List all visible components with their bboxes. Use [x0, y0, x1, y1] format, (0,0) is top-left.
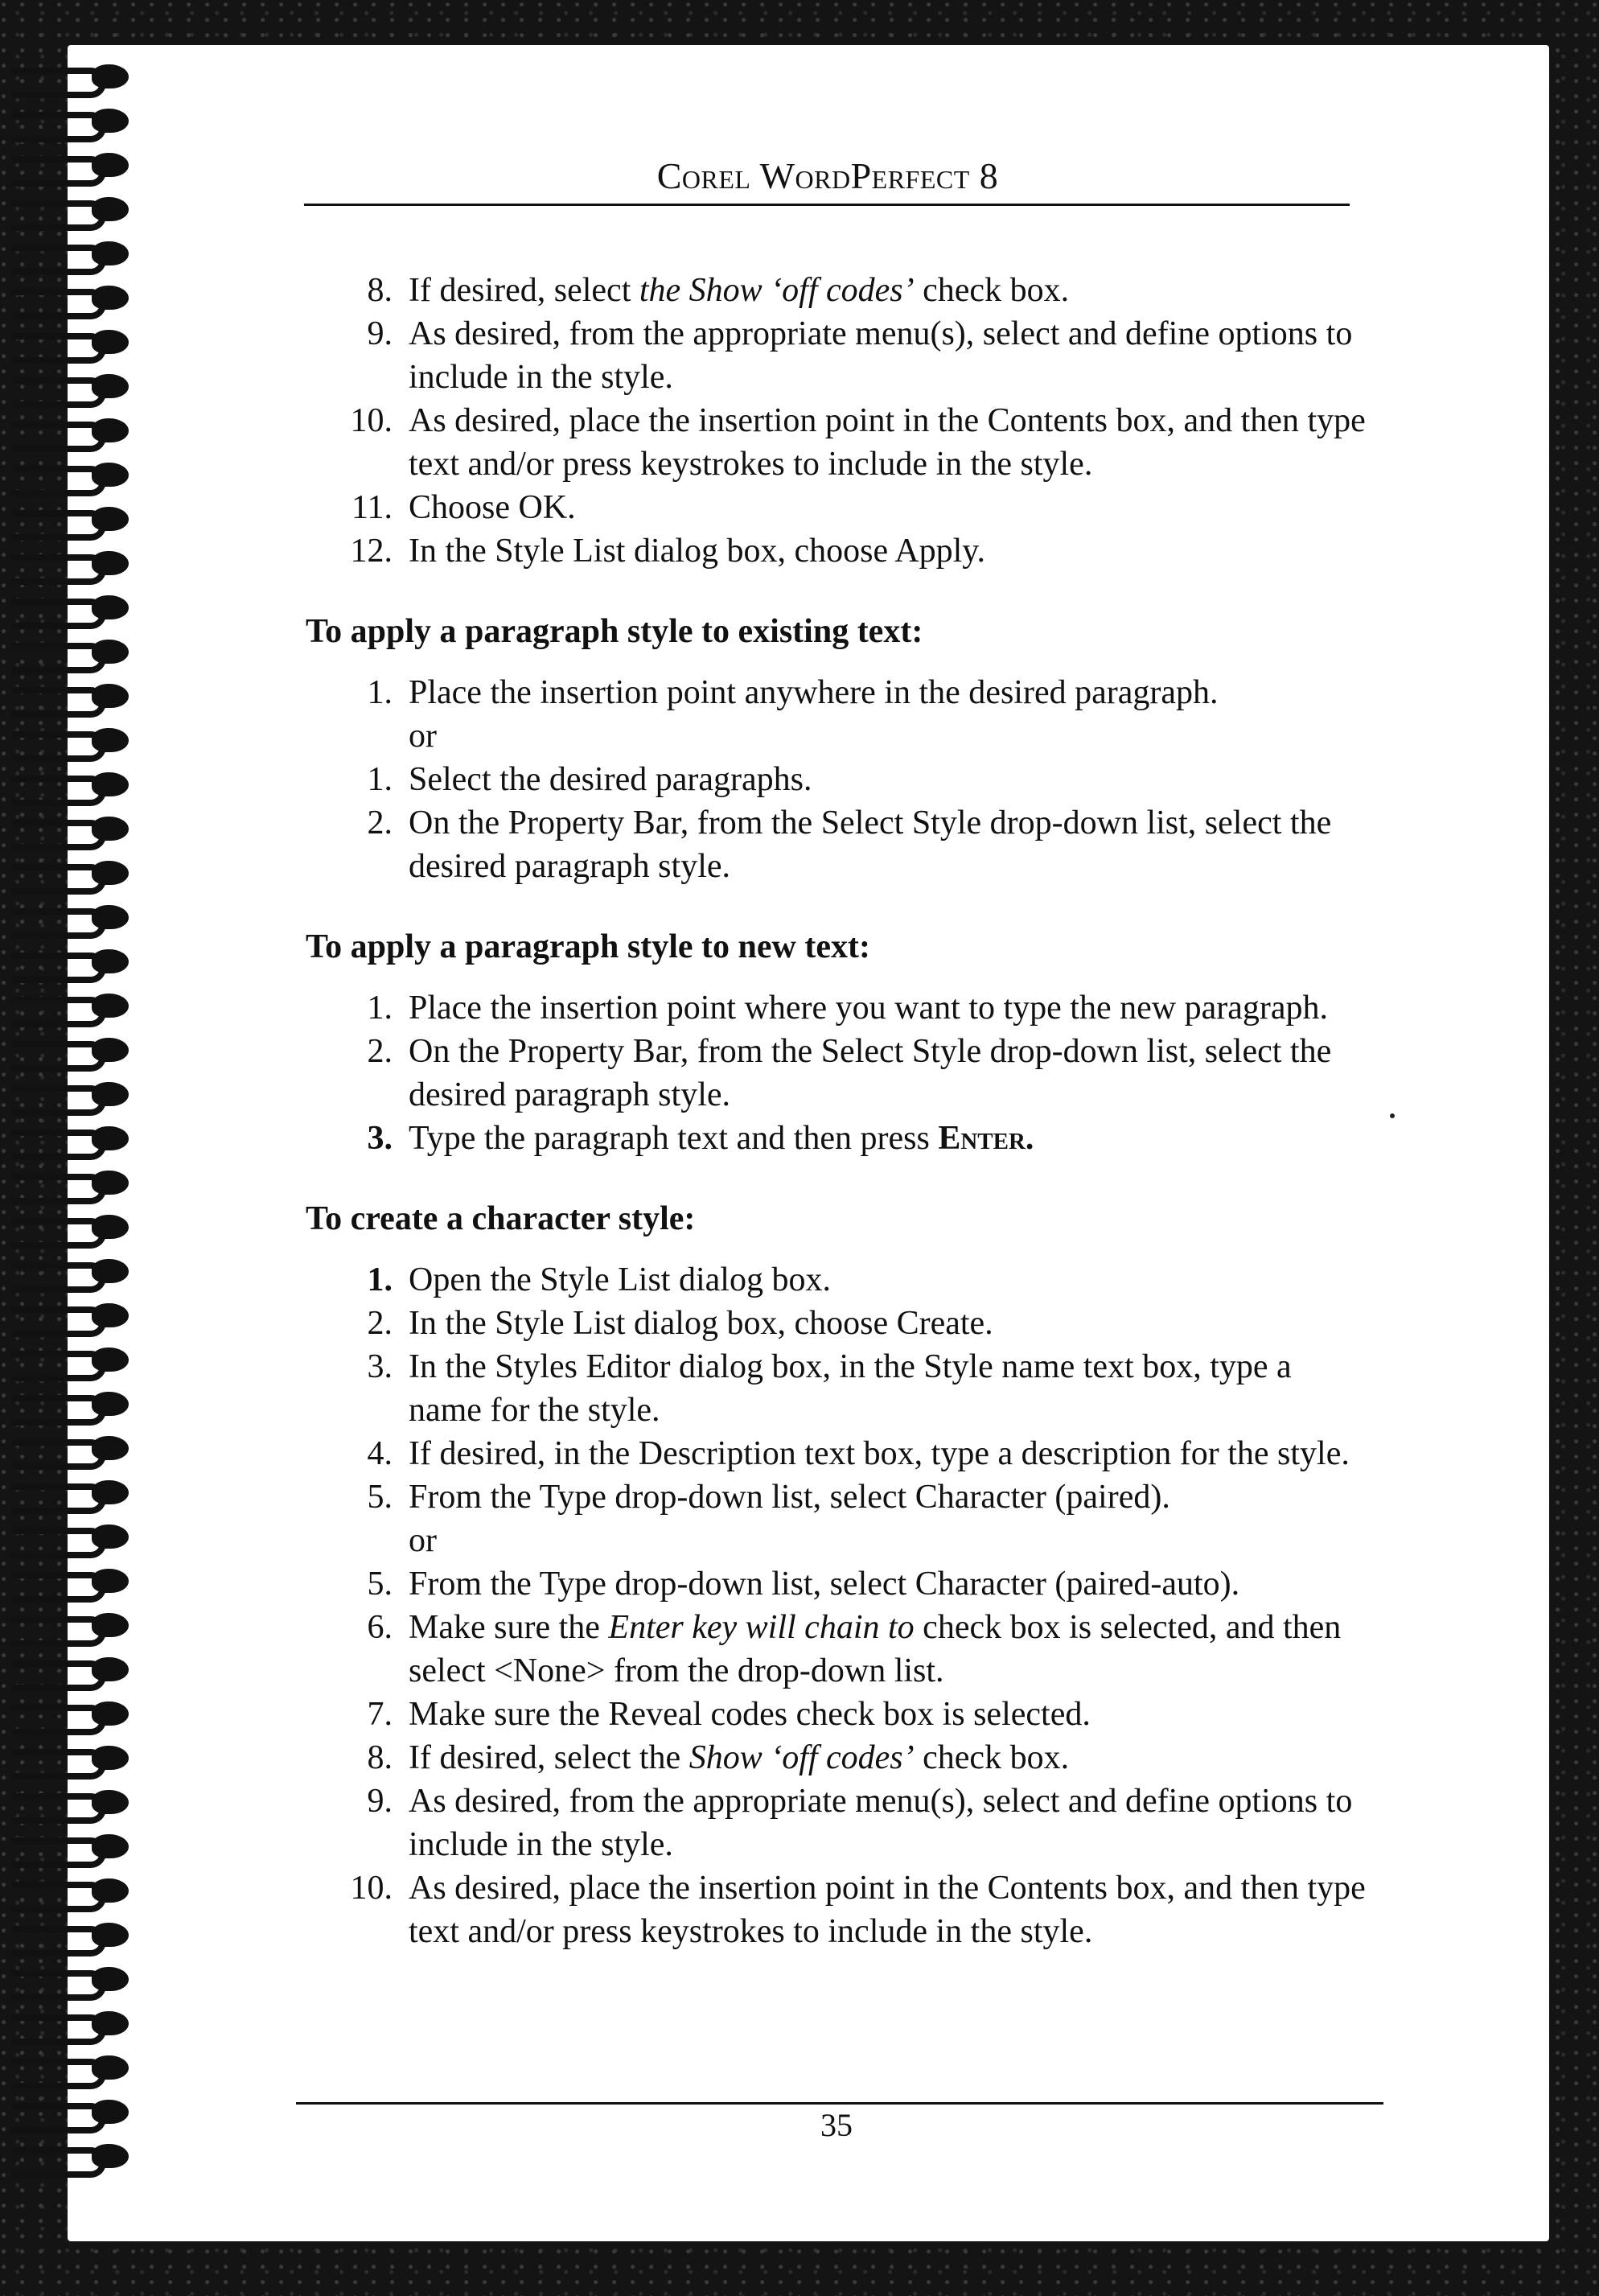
spiral-coil [11, 1613, 132, 1640]
list-item [306, 1475, 1367, 1519]
step-number: 3. [367, 1348, 393, 1385]
coil-loop [92, 551, 129, 575]
step-text [409, 1261, 831, 1298]
list-item [306, 671, 1367, 714]
spiral-coil [11, 1038, 132, 1065]
list-item [306, 1606, 1367, 1693]
step-number: 2. [367, 804, 393, 841]
step-text [409, 1566, 1239, 1603]
coil-loop [92, 2100, 129, 2124]
spiral-coil [11, 595, 132, 623]
coil-loop [92, 374, 129, 398]
text-run: As desired, place the insertion point in the Contents box, and then type text and/or press keystrokes to include in the style. [409, 1870, 1366, 1950]
step-number: 1. [367, 1261, 393, 1298]
page-header-title: Corel WordPerfect 8 [656, 155, 999, 196]
coil-loop [92, 1790, 129, 1814]
coil-loop [92, 1082, 129, 1106]
spiral-coil [11, 949, 132, 977]
spiral-coil [11, 1878, 132, 1906]
footer-rule [296, 2102, 1383, 2105]
coil-loop [92, 595, 129, 619]
spiral-coil [11, 861, 132, 888]
coil-loop [92, 2055, 129, 2080]
coil-loop [92, 1480, 129, 1504]
procedure-section [306, 925, 1367, 1160]
spiral-coil [11, 817, 132, 844]
spiral-coil [11, 1790, 132, 1817]
step-number: 7. [367, 1696, 393, 1733]
list-item [306, 312, 1367, 399]
coil-loop [92, 1878, 129, 1903]
step-text [409, 1783, 1352, 1863]
list-item [306, 1030, 1367, 1117]
scan-speck [1390, 1113, 1395, 1118]
step-number: 8. [367, 272, 393, 309]
coil-loop [92, 1259, 129, 1283]
text-run: If desired, select [409, 272, 639, 309]
step-number: 12. [350, 533, 393, 570]
spiral-coil [11, 1436, 132, 1463]
coil-loop [92, 817, 129, 841]
coil-loop [92, 1303, 129, 1327]
text-run: Choose OK. [409, 489, 576, 526]
coil-loop [92, 1215, 129, 1239]
coil-loop [92, 1746, 129, 1770]
spiral-coil [11, 1834, 132, 1862]
spiral-coil [11, 64, 132, 92]
list-item [306, 1736, 1367, 1780]
coil-loop [92, 1126, 129, 1150]
step-text [409, 1348, 1292, 1429]
text-run: As desired, place the insertion point in the Contents box, and then type text and/or press keystrokes to include in the style. [409, 402, 1366, 483]
step-text [409, 1435, 1350, 1472]
text-run: As desired, from the appropriate menu(s), select and define options to include in the style. [409, 315, 1353, 396]
key-name: Enter. [938, 1120, 1034, 1157]
text-run: Place the insertion point anywhere in the desired paragraph. [409, 674, 1219, 711]
spiral-coil [11, 640, 132, 667]
step-number: 8. [367, 1739, 393, 1776]
list-item [306, 269, 1367, 312]
spiral-coil [11, 1303, 132, 1331]
coil-loop [92, 241, 129, 265]
text-run: On the Property Bar, from the Select Style drop-down list, select the desired paragraph style. [409, 1033, 1332, 1113]
step-number: 4. [367, 1435, 393, 1472]
or-separator: or [409, 718, 437, 755]
spiral-coil [11, 1967, 132, 1994]
step-text [409, 990, 1328, 1027]
spiral-coil [11, 2055, 132, 2083]
list-item [306, 486, 1367, 529]
spiral-coil [11, 1524, 132, 1552]
list-item [306, 1562, 1367, 1606]
sections-container [306, 610, 1367, 1953]
coil-loop [92, 286, 129, 310]
text-run: From the Type drop-down list, select Character (paired). [409, 1479, 1170, 1516]
step-number: 11. [351, 489, 393, 526]
spiral-coil [11, 1215, 132, 1242]
step-text [409, 402, 1366, 483]
coil-loop [92, 2011, 129, 2035]
spiral-coil [11, 2144, 132, 2171]
spiral-coil [11, 197, 132, 224]
step-text [409, 1696, 1091, 1733]
spiral-coil [11, 728, 132, 755]
spiral-coil [11, 1259, 132, 1286]
coil-loop [92, 1967, 129, 1991]
text-run: Open the Style List dialog box. [409, 1261, 831, 1298]
step-text [409, 489, 576, 526]
spiral-coil [11, 905, 132, 932]
spiral-binding [0, 64, 145, 2236]
spiral-coil [11, 507, 132, 534]
italic-ui-term: the Show ‘off codes’ [639, 272, 915, 309]
procedure-section [306, 610, 1367, 888]
list-item [306, 529, 1367, 573]
list-item [306, 1432, 1367, 1475]
list-item [306, 801, 1367, 888]
coil-loop [92, 640, 129, 664]
coil-loop [92, 949, 129, 973]
spiral-coil [11, 1348, 132, 1375]
list-item [306, 399, 1367, 486]
text-run: Make sure the [409, 1609, 609, 1646]
text-run: On the Property Bar, from the Select Style drop-down list, select the desired paragraph style. [409, 804, 1332, 885]
spiral-coil [11, 1480, 132, 1508]
coil-loop [92, 153, 129, 177]
spiral-coil [11, 1392, 132, 1419]
coil-loop [92, 1392, 129, 1416]
spiral-coil [11, 1746, 132, 1773]
step-number: 5. [367, 1479, 393, 1516]
list-item [306, 1345, 1367, 1432]
section-heading: To apply a paragraph style to new text: [306, 928, 870, 965]
text-run: In the Style List dialog box, choose Apply. [409, 533, 986, 570]
step-text [409, 761, 812, 798]
coil-loop [92, 1701, 129, 1726]
coil-loop [92, 1038, 129, 1062]
spiral-coil [11, 2100, 132, 2127]
coil-loop [92, 109, 129, 133]
spiral-coil [11, 330, 132, 357]
step-number: 2. [367, 1305, 393, 1342]
list-item [306, 758, 1367, 801]
spiral-coil [11, 994, 132, 1021]
coil-loop [92, 507, 129, 531]
coil-loop [92, 1524, 129, 1549]
step-number: 2. [367, 1033, 393, 1070]
step-number: 9. [367, 1783, 393, 1820]
coil-loop [92, 1569, 129, 1593]
spiral-coil [11, 418, 132, 446]
spiral-coil [11, 1569, 132, 1596]
header-rule [304, 204, 1350, 206]
step-text [409, 1870, 1366, 1950]
spiral-coil [11, 286, 132, 313]
coil-loop [92, 1348, 129, 1372]
step-text [409, 315, 1352, 396]
text-run: If desired, in the Description text box, type a description for the style. [409, 1435, 1350, 1472]
coil-loop [92, 330, 129, 354]
coil-loop [92, 1834, 129, 1858]
text-run: Place the insertion point where you want to type the new paragraph. [409, 990, 1328, 1027]
coil-loop [92, 197, 129, 221]
coil-loop [92, 1657, 129, 1681]
list-item [306, 1117, 1367, 1160]
step-text [409, 674, 1218, 711]
procedure-section [306, 1197, 1367, 1953]
list-item [306, 1693, 1367, 1736]
coil-loop [92, 463, 129, 487]
step-number: 10. [350, 1870, 393, 1907]
text-run: Make sure the Reveal codes check box is selected. [409, 1696, 1091, 1733]
step-number: 5. [367, 1566, 393, 1603]
list-item [306, 1258, 1367, 1302]
coil-loop [92, 2144, 129, 2168]
coil-loop [92, 418, 129, 442]
spiral-coil [11, 1126, 132, 1154]
text-run: As desired, from the appropriate menu(s), select and define options to include in the style. [409, 1783, 1353, 1863]
text-run: In the Styles Editor dialog box, in the Style name text box, type a name for the style. [409, 1348, 1292, 1429]
continued-steps-list [306, 269, 1367, 573]
step-text [409, 1609, 1341, 1689]
coil-loop [92, 684, 129, 708]
text-run: Select the desired paragraphs. [409, 761, 812, 798]
spiral-coil [11, 374, 132, 401]
step-text [409, 272, 1069, 309]
section-heading: To apply a paragraph style to existing text: [306, 613, 923, 650]
spiral-coil [11, 2011, 132, 2039]
step-text [409, 1120, 1034, 1157]
spiral-coil [11, 551, 132, 578]
spiral-coil [11, 153, 132, 180]
coil-loop [92, 994, 129, 1018]
step-number: 1. [367, 990, 393, 1027]
or-separator: or [409, 1522, 437, 1559]
coil-loop [92, 905, 129, 929]
step-text [409, 1479, 1170, 1516]
text-run: check box. [914, 272, 1070, 309]
page-body [306, 269, 1367, 1953]
list-item [306, 1302, 1367, 1345]
spiral-coil [11, 241, 132, 269]
text-run: If desired, select the [409, 1739, 689, 1776]
text-run: From the Type drop-down list, select Character (paired-auto). [409, 1566, 1240, 1603]
spiral-coil [11, 684, 132, 711]
italic-ui-term: Enter key will chain to [608, 1609, 915, 1646]
spiral-coil [11, 463, 132, 490]
list-item [306, 986, 1367, 1030]
text-run: In the Style List dialog box, choose Create. [409, 1305, 993, 1342]
coil-loop [92, 1923, 129, 1947]
coil-loop [92, 1436, 129, 1460]
step-number: 9. [367, 315, 393, 352]
text-run: check box. [914, 1739, 1070, 1776]
spiral-coil [11, 1657, 132, 1685]
spiral-coil [11, 772, 132, 800]
step-number: 10. [350, 402, 393, 439]
step-number: 1. [367, 674, 393, 711]
coil-loop [92, 861, 129, 885]
coil-loop [92, 728, 129, 752]
page-number: 35 [820, 2107, 853, 2143]
spiral-coil [11, 1701, 132, 1729]
italic-ui-term: Show ‘off codes’ [689, 1739, 915, 1776]
spiral-coil [11, 1082, 132, 1109]
coil-loop [92, 1613, 129, 1637]
step-text [409, 1739, 1069, 1776]
step-text [409, 1305, 993, 1342]
spiral-coil [11, 1171, 132, 1198]
list-item [306, 1780, 1367, 1866]
step-number: 1. [367, 761, 393, 798]
step-number: 6. [367, 1609, 393, 1646]
coil-loop [92, 1171, 129, 1195]
step-text [409, 804, 1331, 885]
text-run: check box is selected, and then select <None> from the drop-down list. [409, 1609, 1342, 1689]
list-item [306, 1866, 1367, 1953]
coil-loop [92, 772, 129, 796]
spiral-coil [11, 109, 132, 136]
step-text [409, 1033, 1331, 1113]
section-heading: To create a character style: [306, 1200, 696, 1237]
step-text [409, 533, 985, 570]
text-run: Type the paragraph text and then press [409, 1120, 939, 1157]
coil-loop [92, 64, 129, 88]
spiral-coil [11, 1923, 132, 1950]
step-number: 3. [367, 1120, 393, 1157]
